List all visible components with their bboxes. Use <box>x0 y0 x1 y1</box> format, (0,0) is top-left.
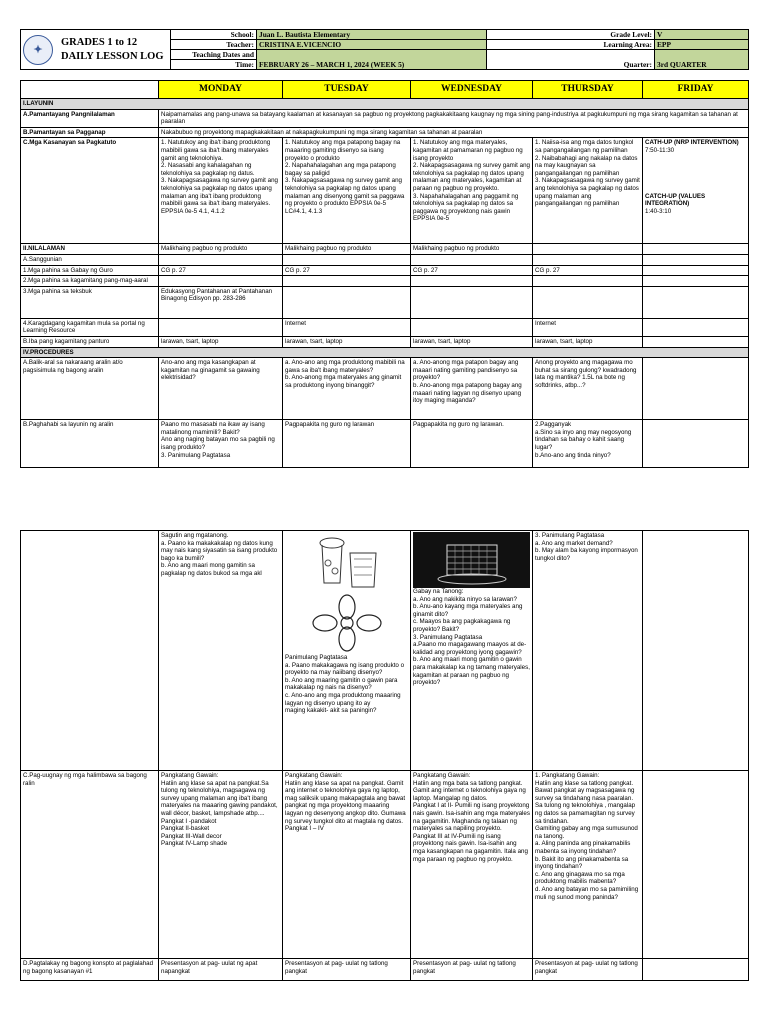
refb-tuesday: larawan, tsart, laptop <box>283 336 411 347</box>
deped-seal-icon: ✦ <box>23 35 53 65</box>
proc-b-wednesday: Pagpapakita ng guro ng larawan. <box>411 420 533 468</box>
quarter-label: Quarter: <box>487 50 655 70</box>
ref1-monday: CG p. 27 <box>159 265 283 276</box>
sanggunian-label: A.Sanggunian <box>21 254 159 265</box>
nilalaman-tuesday: Malikhaing pagbuo ng produkto <box>283 244 411 255</box>
area-label: Learning Area: <box>487 40 655 50</box>
title-line2: DAILY LESSON LOG <box>61 50 164 62</box>
row-a-text: Naipamamalas ang pang-unawa sa batayang kaalaman at kasanayan sa pagbuo ng proyektong pagkakakitaang kaugnay ng mga sining pang-industriya at pagkukumpuni ng mga sirang kagamitan sa tahanan at paaralan <box>159 109 749 127</box>
flower-drawing <box>285 592 408 654</box>
basket-sketch-icon <box>417 533 527 587</box>
section-nilalaman: II.NILALAMAN <box>21 244 159 255</box>
school-value: Juan L. Bautista Elementary <box>257 30 487 40</box>
lesson-table-page1 <box>20 80 749 468</box>
vase-sketch-icon <box>302 533 392 591</box>
day-tuesday: TUESDAY <box>283 81 411 99</box>
flower-sketch-icon <box>309 593 385 653</box>
catchup-values-time: 1:40-3:10 <box>645 207 672 215</box>
proc-a-monday: Ano-ano ang mga kasangkapan at kagamitan na ginagamit sa gawaing elektrisidad? <box>159 358 283 420</box>
ref1-wednesday: CG p. 27 <box>411 265 533 276</box>
page-1 <box>0 0 768 478</box>
catchup-nrp-time: 7:50-11:30 <box>645 146 675 154</box>
proc-d-label: D.Pagtalakay ng bagong konspto at paglalahad ng bagong kasanayan #1 <box>21 959 159 981</box>
teacher-label: Teacher: <box>171 40 257 50</box>
woven-basket-photo <box>413 532 530 588</box>
catchup-nrp: CATH-UP (NRP INTERVENTION) <box>645 139 739 147</box>
section-layunin: I.LAYUNIN <box>21 99 749 110</box>
refb-monday: larawan, tsart, laptop <box>159 336 283 347</box>
proc-c-monday: Pangkatang Gawain: Hatiin ang klase sa apat na pangkat.Sa tulong ng teknolohiya, magsagawa ng survey upang malaman ang iba't ibang materyales na maaaring gawing pandakot, wall décor, basket, lampshade atbp.... Pangkat I -pandakot Pangkat II-basket Pangkat III-Wall decor Pangkat IV-Lamp shade <box>159 771 283 959</box>
teacher-value: CRISTINA E.VICENCIO <box>257 40 487 50</box>
grade-label: Grade Level: <box>487 30 655 40</box>
quarter-value: 3rd QUARTER <box>655 50 749 70</box>
ref3-label: 3.Mga pahina sa teksbuk <box>21 286 159 318</box>
row-c-wednesday: 1. Natutukoy ang mga materyales, kagamitan at pamamaran ng pagbuo ng isang proyekto 2. Nakapagsasagawa ng survey gamit ang teknolohiya sa pagkalap ng datos upang malaman ang materyales, kagamitan at paraan ng pagbuo ng proyekto. 3. Napahahalagahan ang paggamit ng teknolohiya sa pagkalap ng datos sa paggawa ng proyektong nais gawin EPPSIA 0e-5 <box>411 138 533 244</box>
dates-label-2: Time: <box>171 60 257 70</box>
row-c-label: C.Mga Kasanayan sa Pagkatuto <box>21 138 159 244</box>
title-line1: GRADES 1 to 12 <box>61 36 138 48</box>
row-b-text: Nakabubuo ng proyektong mapagkakakitaan at nakapagkukumpuni ng mga sirang kagamitan sa tahanan at paaralan <box>159 127 749 138</box>
proc-d-wednesday: Presentasyon at pag- uulat ng tatlong pangkat <box>411 959 533 981</box>
day-thursday: THURSDAY <box>533 81 643 99</box>
proc-a-label: A.Balik-aral sa nakaraang aralin at/o pagsisimula ng bagong aralin <box>21 358 159 420</box>
proc-d-monday: Presentasyon at pag- uulat ng apat napangkat <box>159 959 283 981</box>
proc-b-thursday: 2.Pagganyak a.Sino sa inyo ang may negosyong tindahan sa bahay o kahit saang lugar? b.Ano-ano ang tinda ninyo? <box>533 420 643 468</box>
proc-b2-tuesday: Panimulang Pagtatasa a. Paano makakagawa ng isang produkto o proyekto na may naiibang disenyo? b. Ano ang maaring gamitin o gawin para makakalap ng nais na disenyo? c. Ano-ano ang mga produktong maaaring lagyan ng disenyo upang ito ay maging kakakit- akit sa paningin? <box>285 654 405 715</box>
proc-b-label: B.Paghahabi sa layunin ng aralin <box>21 420 159 468</box>
dates-value: FEBRUARY 26 – MARCH 1, 2024 (WEEK 5) <box>257 50 487 70</box>
day-wednesday: WEDNESDAY <box>411 81 533 99</box>
row-c-thursday: 1. Naiisa-isa ang mga datos tungkol sa pangangailangan ng pamilihan 2. Naibabahagi ang nakalap na datos na may kaugnayan sa pangangailangan ng pamilihan 3. Nakapagsasagawa ng survey gamit ang teknolohiya sa pagkalap ng datos upang malaman ang pangangailangan ng pamilihan <box>533 138 643 244</box>
area-value: EPP <box>655 40 749 50</box>
row-c-monday: 1. Natutukoy ang iba't ibang produktong mabibili gawa sa iba't ibang materyales gamit ang teknolohiya. 2. Nasasabi ang kahalagahan ng teknolohiya sa pagkalap ng datus. 3. Nakapagsasagawa ng survey gamit ang teknolohiya sa pagkalap ng datos upang malaman ang iba't ibang produktong mabibili gawa sa iba't ibang materyales. EPPSIA 0e-5 4.1, 4.1.2 <box>159 138 283 244</box>
ref4-thursday: Internet <box>533 318 643 336</box>
ref2-label: 2.Mga pahina sa kagamitang pang-mag-aaral <box>21 276 159 287</box>
grade-value: V <box>655 30 749 40</box>
header-table <box>20 29 749 70</box>
page-gap <box>0 478 768 530</box>
proc-a-thursday: Anong proyekto ang magagawa mo buhat sa sirang gulong? kwadradong lata ng mantika? 1.5L na bote ng softdrinks, atbp...? <box>533 358 643 420</box>
proc-c-thursday: 1. Pangkatang Gawain: Hatiin ang klase sa tatlong pangkat. Bawat pangkat ay magsasagawa ng survey sa tindahang nasa paaralan. Sa tulong ng teknolohiya , mangalap ng datos sa pamamagitan ng survey sa tindahan. Gamiting gabay ang mga sumusunod na tanong. a. Aling paninda ang pinakamabilis mabenta sa inyong tindahan? b. Bakit ito ang pinakamabenta sa inyong tindahan? c. Ano ang ginagawa mo sa mga produktong mabilis mabenta? d. Ano ang batayan mo sa pamimiling muli ng sunod mong paninda? <box>533 771 643 959</box>
proc-b2-wednesday: Gabay na Tanong: a. Ano ang nakikita ninyo sa larawan? b. Anu-ano kayang mga materyales ang ginamit dito? c. Maayos ba ang pagkakagawa ng proyekto? Bakit? 3. Panimulang Pagtatasa a.Paano mo magagawang maayos at de-kalidad ang proyektong iyong gagawin? b. Ano ang maari mong gamitin o gawin para makakalap ka ng tamang materyales, kagamitan at paraan ng pagbuo ng proyekto? <box>413 588 530 687</box>
proc-b2-wednesday-cell <box>411 531 533 771</box>
refb-wednesday: larawan, tsart, laptop <box>411 336 533 347</box>
proc-c-label: C.Pag-uugnay ng mga halimbawa sa bagong ralin <box>21 771 159 959</box>
lesson-table-page2 <box>20 530 749 981</box>
ref1-tuesday: CG p. 27 <box>283 265 411 276</box>
proc-b2-tuesday-cell <box>283 531 411 771</box>
nilalaman-monday: Malikhaing pagbuo ng produkto <box>159 244 283 255</box>
proc-a-tuesday: a. Ano-ano ang mga produktong mabibili na gawa sa iba't ibang materyales? b. Ano-anong mga materyales ang ginamit sa produktong inyong binanggit? <box>283 358 411 420</box>
day-monday: MONDAY <box>159 81 283 99</box>
proc-a-wednesday: a. Ano-anong mga patapon bagay ang maaari nating gamiting pandisenyo sa proyekto? b. Ano-anong mga patapong bagay ang maaari nating lagyan ng disenyo upang itoy maging maganda? <box>411 358 533 420</box>
proc-c-tuesday: Pangkatang Gawain: Hatiin ang klase sa apat na pangkat. Gamit ang internet o teknolohiya gaya ng laptop, mag saliksik upang makapagtala ang bawat pangkat ng mga proyektong maaaring lagyan ng desenyong angkop dito. Gumawa ng survey tungkol dito at magtala ng datos. Pangkat I – IV <box>283 771 411 959</box>
vase-drawing <box>285 532 408 592</box>
ref1-thursday: CG p. 27 <box>533 265 643 276</box>
proc-c-wednesday: Pangkatang Gawain: Hatiin ang mga bata sa tatlong pangkat. Gamit ang internet o teknolohiya gaya ng laptop. Mangalap ng datos. Pangkat I at II- Pumili ng isang proyektong nais gawin. Isa-isahin ang mga materyales na gagamitin. Maghanda ng talaan ng materyales sa napiling proyekto. Pangkat III at IV-Pumili ng isang proyektong nais gawin. Isa-isahin ang mga kasangkapan na gagamitin. Itala ang mga paraan ng pagbuo ng proyekto. <box>411 771 533 959</box>
refb-thursday: larawan, tsart, laptop <box>533 336 643 347</box>
ref4-tuesday: Internet <box>283 318 411 336</box>
catchup-values: CATCH-UP (VALUES INTEGRATION) <box>645 192 706 208</box>
ref1-label: 1.Mga pahina sa Gabay ng Guro <box>21 265 159 276</box>
dates-label-1: Teaching Dates and <box>171 50 257 60</box>
row-b-label: B.Pamantayan sa Pagganap <box>21 127 159 138</box>
day-friday: FRIDAY <box>643 81 749 99</box>
title-cell <box>21 30 171 70</box>
proc-b2-thursday: 3. Panimulang Pagtatasa a. Ano ang market demand? b. May alam ba kayong impormasyon tungkol dito? <box>533 531 643 771</box>
proc-b2-monday: Sagutin ang mgatanong. a. Paano ka makakakalap ng datos kung may nais kang siyasatin sa isang produkto bago ka bumili? b. Ano ang maari mong gamitin sa pagkalap ng datos bukod sa mga akl <box>159 531 283 771</box>
nilalaman-wednesday: Malikhaing pagbuo ng produkto <box>411 244 533 255</box>
school-label: School: <box>171 30 257 40</box>
row-c-tuesday: 1. Natutukoy ang mga patapong bagay na maaaring gamiting disenyo sa isang proyekto o produkto 2. Napahahalagahan ang mga patapong bagay sa paligid 3. Nakapagsasagawa ng survey gamit ang teknolohiya sa pagkalap ng datos upang malaman ang disenyong gamit sa paggawa ng proyekto o produkto EPPSIA 0e-5 LC#4.1, 4.1.3 <box>283 138 411 244</box>
refb-label: B.Iba pang kagamitang panturo <box>21 336 159 347</box>
row-c-friday <box>643 138 749 244</box>
proc-b-monday: Paano mo masasabi na ikaw ay isang matalinong mamimili? Bakit? Ano ang naging batayan mo sa pagbili ng isang produkto? 3. Panimulang Pagtatasa <box>159 420 283 468</box>
page-2 <box>0 530 768 1024</box>
proc-b-tuesday: Pagpapakita ng guro ng larawan <box>283 420 411 468</box>
proc-d-tuesday: Presentasyon at pag- uulat ng tatlong pangkat <box>283 959 411 981</box>
ref3-monday: Edukasyong Pantahanan at Pantahanan Binagong Edisyon pp. 283-286 <box>159 286 283 318</box>
section-procedures: IV.PROCEDURES <box>21 347 749 358</box>
row-a-label: A.Pamantayang Pangnilalaman <box>21 109 159 127</box>
proc-d-thursday: Presentasyon at pag- uulat ng tatlong pangkat <box>533 959 643 981</box>
ref4-label: 4.Karagdagang kagamitan mula sa portal ng Learning Resource <box>21 318 159 336</box>
